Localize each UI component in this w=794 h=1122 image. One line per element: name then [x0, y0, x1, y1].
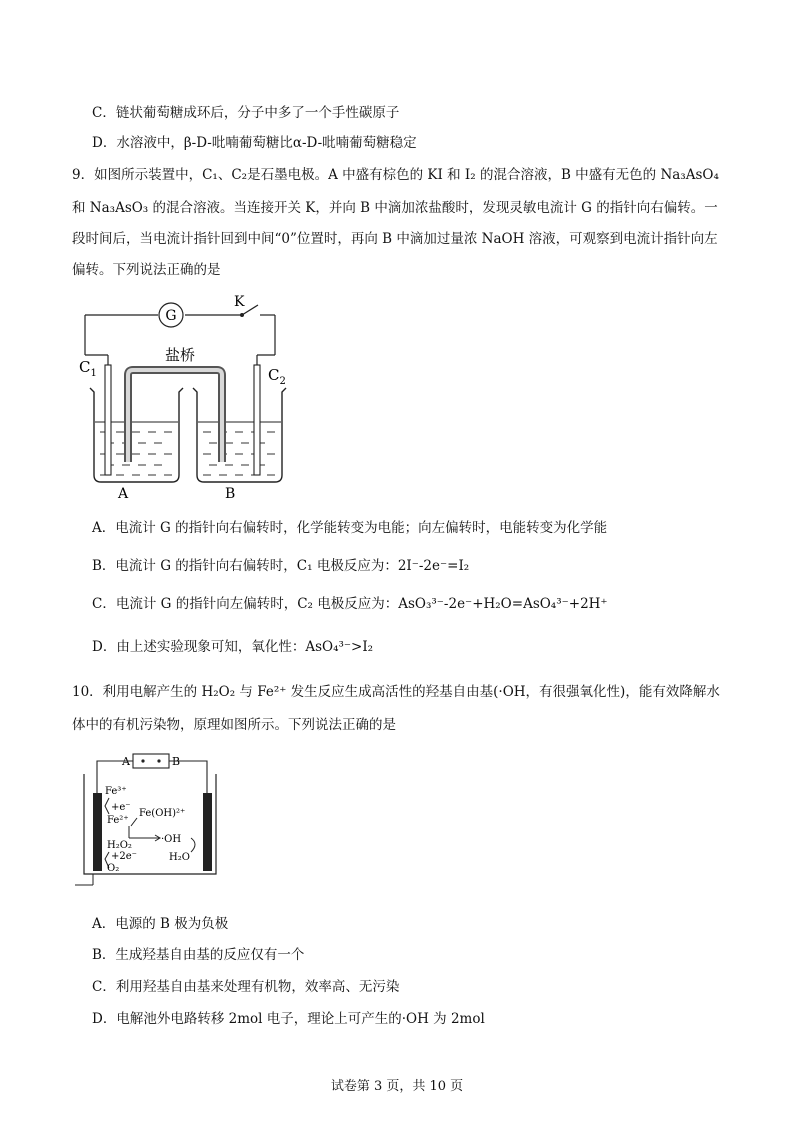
q9-stem-line4: 偏转。下列说法正确的是: [72, 262, 221, 278]
q10-option-c: C．利用羟基自由基来处理有机物，效率高、无污染: [92, 979, 400, 995]
oh-radical-label: ·OH: [161, 834, 182, 845]
h2o2-label: H₂O₂: [107, 840, 132, 851]
terminal-b-label: B: [172, 755, 181, 768]
o2-label: O₂: [107, 863, 120, 874]
c1-label: $C_1$: [79, 358, 97, 379]
c2-label: $C_2$: [268, 366, 286, 387]
q9-stem-line1: 9．如图所示装置中，C₁、C₂是石墨电极。A 中盛有棕色的 KI 和 I₂ 的混合溶液，B 中盛有无色的 Na₃AsO₄: [72, 167, 719, 183]
electrode-c2: [254, 365, 260, 475]
salt-bridge-inner: [128, 370, 222, 462]
q9-option-c: C．电流计 G 的指针向左偏转时，C₂ 电极反应为：AsO₃³⁻-2e⁻+H₂O=AsO₄³⁻+2H⁺: [92, 596, 608, 612]
switch-pivot: [240, 313, 244, 317]
page-footer: 试卷第 3 页，共 10 页: [330, 1079, 464, 1094]
q9-option-b: B．电流计 G 的指针向右偏转时，C₁ 电极反应为：2I⁻-2e⁻=I₂: [92, 558, 470, 574]
beaker-a-label: A: [118, 486, 129, 502]
q10-option-b: B．生成羟基自由基的反应仅有一个: [92, 947, 305, 963]
electrolytic-tank: [84, 774, 216, 874]
h2o-label: H₂O: [169, 852, 190, 863]
q9-cell-diagram: [70, 290, 300, 505]
plus-e-label: +e⁻: [111, 802, 131, 813]
q9-option-d: D．由上述实验现象可知，氧化性：AsO₄³⁻>I₂: [92, 639, 374, 655]
solution-b-hatch: [203, 432, 275, 475]
fe2-label: Fe²⁺: [107, 815, 129, 826]
fe3-label: Fe³⁺: [105, 786, 127, 797]
cathode: [93, 793, 102, 871]
galvanometer-label: G: [165, 308, 177, 324]
arrow-icon: [105, 798, 109, 814]
beaker-b: [193, 388, 286, 482]
q10-option-a: A．电源的 B 极为负极: [92, 916, 229, 932]
arrow-icon: [191, 838, 195, 852]
salt-bridge: [128, 370, 222, 462]
q10-stem-line2: 体中的有机污染物，原理如图所示。下列说法正确的是: [72, 717, 396, 733]
q9-stem-line3: 段时间后，当电流计指针回到中间“0”位置时，再向 B 中滴加过量浓 NaOH 溶液，可观察到电流计指针向左: [72, 231, 718, 247]
terminal-a-label: A: [122, 755, 130, 768]
q9-option-a: A．电流计 G 的指针向右偏转时，化学能转变为电能；向左偏转时，电能转变为化学能: [92, 520, 608, 536]
beaker-b-label: B: [225, 486, 236, 502]
q10-electrolysis-diagram: [75, 748, 225, 890]
q10-stem-line1: 10．利用电解产生的 H₂O₂ 与 Fe²⁺ 发生反应生成高活性的羟基自由基(·OH，有很强氧化性)，能有效降解水: [72, 684, 720, 700]
beaker-a: [90, 388, 183, 482]
switch-label: K: [234, 294, 245, 310]
q9-stem-line2: 和 Na₃AsO₃ 的混合溶液。当连接开关 K，并向 B 中滴加浓盐酸时，发现灵敏电流计 G 的指针向右偏转。一: [72, 200, 718, 216]
fe-oh-label: Fe(OH)²⁺: [139, 808, 186, 819]
q8-option-d: D．水溶液中，β-D-吡喃葡萄糖比α-D-吡喃葡萄糖稳定: [92, 135, 417, 151]
q8-option-c: C．链状葡萄糖成环后，分子中多了一个手性碳原子: [92, 105, 400, 121]
electrode-c1: [105, 365, 111, 475]
arrow-icon: [131, 818, 137, 826]
anode: [203, 793, 212, 871]
power-source: [133, 754, 169, 768]
bracket-line: [129, 826, 137, 838]
salt-bridge-label: 盐桥: [165, 346, 196, 364]
q10-option-d: D．电解池外电路转移 2mol 电子，理论上可产生的·OH 为 2mol: [92, 1011, 485, 1027]
plus-2e-label: +2e⁻: [111, 851, 137, 862]
